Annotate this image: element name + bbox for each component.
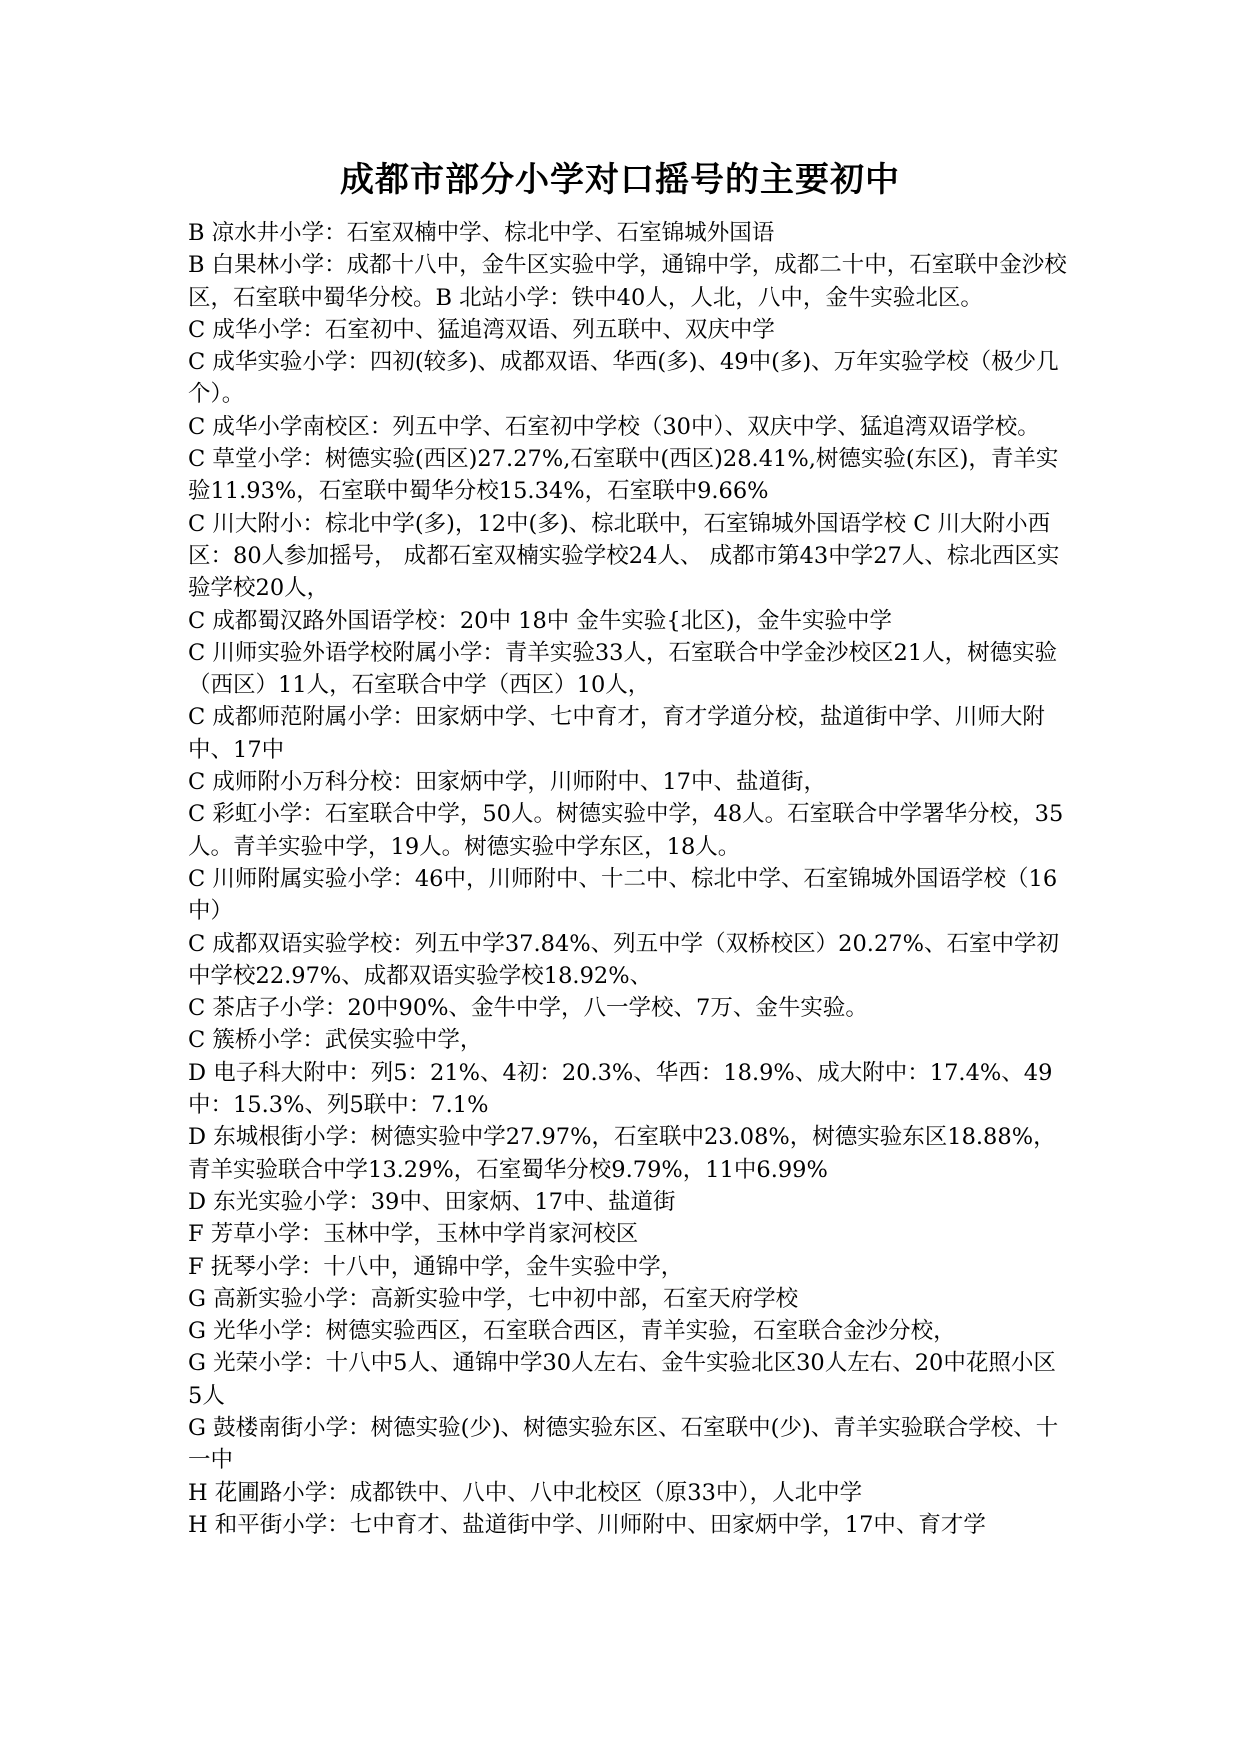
paragraph: C 成都蜀汉路外国语学校：20中 18中 金牛实验{北区)，金牛实验中学 — [188, 607, 893, 634]
paragraph: C 成师附小万科分校：田家炳中学，川师附中、17中、盐道街， — [188, 769, 826, 796]
paragraph: C 成都双语实验学校：列五中学37.84%、列五中学（双桥校区）20.27%、石室中学初中学校22.97%、成都双语实验学校18.92%、 — [188, 930, 1059, 989]
paragraph: G 鼓楼南街小学：树德实验(少)、树德实验东区、石室联中(少)、青羊实验联合学校、十一中 — [188, 1414, 1059, 1474]
paragraph: G 光华小学：树德实验西区，石室联合西区，青羊实验，石室联合金沙分校， — [188, 1318, 956, 1345]
paragraph: C 川大附小：棕北中学(多)，12中(多)、棕北联中，石室锦城外国语学校 C 川大附小西区：80人参加摇号， 成都石室双楠实验学校24人、 成都市第43中学27人、棕北西区实验学校20人， — [188, 510, 1060, 602]
paragraph: H 和平街小学：七中育才、盐道街中学、川师附中、田家炳中学，17中、育才学 — [188, 1511, 986, 1538]
paragraph: C 川师实验外语学校附属小学：青羊实验33人，石室联合中学金沙校区21人，树德实验（西区）11人，石室联合中学（西区）10人， — [188, 639, 1058, 699]
paragraph: F 芳草小学：玉林中学，玉林中学肖家河校区 — [188, 1221, 639, 1248]
paragraph: D 东城根街小学：树德实验中学27.97%，石室联中23.08%，树德实验东区18.88%，青羊实验联合中学13.29%，石室蜀华分校9.79%，11中6.99% — [188, 1124, 1056, 1183]
paragraph: B 凉水井小学：石室双楠中学、棕北中学、石室锦城外国语 — [188, 220, 775, 246]
paragraph: C 簇桥小学：武侯实验中学， — [188, 1027, 483, 1054]
paragraph: C 成华实验小学：四初(较多)、成都双语、华西(多)、49中(多)、万年实验学校（极少几个）。 — [188, 349, 1059, 408]
paragraph: C 成华小学：石室初中、猛追湾双语、列五联中、双庆中学 — [188, 316, 775, 343]
paragraph: G 高新实验小学：高新实验中学，七中初中部，石室天府学校 — [188, 1285, 799, 1312]
document-body — [188, 217, 1097, 1541]
paragraph: C 成都师范附属小学：田家炳中学、七中育才，育才学道分校，盐道街中学、川师大附中、17中 — [188, 704, 1045, 763]
paragraph: C 成华小学南校区：列五中学、石室初中学校（30中）、双庆中学、猛追湾双语学校。 C 草堂小学：树德实验(西区)27.27%,石室联中(西区)28.41%,树德实验(东区)，青羊实验11.93%，石室联中蜀华分校15.34%，石室联中9.66% — [188, 413, 1097, 505]
paragraph: C 川师附属实验小学：46中，川师附中、十二中、棕北中学、石室锦城外国语学校（16中） — [188, 865, 1058, 925]
paragraph: D 电子科大附中：列5：21%、4初：20.3%、华西：18.9%、成大附中：17.4%、49中：15.3%、列5联中：7.1% — [188, 1059, 1053, 1119]
paragraph: G 光荣小学：十八中5人、通锦中学30人左右、金牛实验北区30人左右、20中花照小区5人 — [188, 1350, 1056, 1409]
paragraph: C 彩虹小学：石室联合中学，50人。树德实验中学，48人。石室联合中学署华分校，35人。青羊实验中学，19人。树德实验中学东区，18人。 — [188, 801, 1064, 860]
paragraph: H 花圃路小学：成都铁中、八中、八中北校区（原33中），人北中学 — [188, 1479, 863, 1506]
paragraph: F 抚琴小学：十八中，通锦中学，金牛实验中学， — [188, 1253, 684, 1280]
paragraph: C 茶店子小学：20中90%、金牛中学，八一学校、7万、金牛实验。 — [188, 995, 868, 1022]
paragraph: B 白果林小学：成都十八中，金牛区实验中学，通锦中学，成都二十中，石室联中金沙校区，石室联中蜀华分校。B 北站小学：铁中40人，人北，八中，金牛实验北区。 — [188, 252, 1067, 311]
document-title: 成都市部分小学对口摇号的主要初中 — [340, 160, 900, 200]
paragraph: D 东光实验小学：39中、田家炳、17中、盐道街 — [188, 1188, 676, 1215]
